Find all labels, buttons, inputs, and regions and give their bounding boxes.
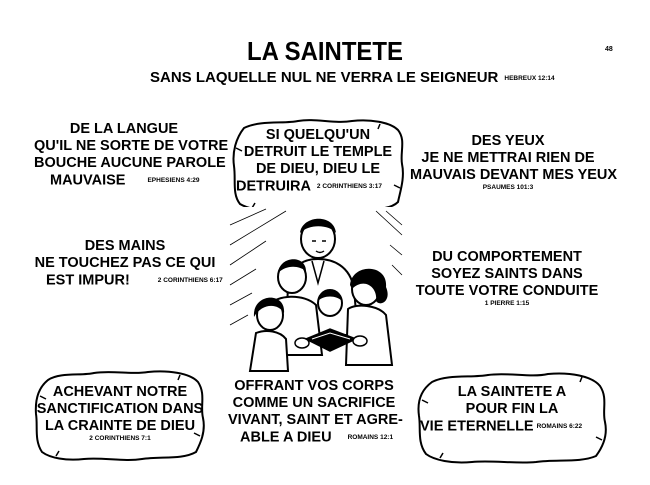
verse-line: DU COMPORTEMENT <box>432 249 582 265</box>
verse-line: DES MAINS <box>84 238 166 254</box>
page-number: 48 <box>605 46 613 53</box>
verse-block-mains <box>34 238 223 289</box>
verse-line: LA CRAINTE DE DIEU <box>44 418 196 434</box>
verse-line: JE NE METTRAI RIEN DE <box>421 150 595 166</box>
verse-reference: EPHESIENS 4:29 <box>147 177 200 184</box>
page-title: LA SAINTETE <box>247 36 403 66</box>
verse-line: ACHEVANT NOTRE <box>52 384 188 400</box>
verse-reference: PSAUMES 101:3 <box>482 184 534 191</box>
verse-line-with-ref <box>414 418 610 435</box>
family-reading-bible-icon <box>226 205 404 378</box>
cloud-frame-quelquun <box>230 118 406 214</box>
verse-line: SANCTIFICATION DANS <box>36 401 204 417</box>
verse-line: DETRUIT LE TEMPLE <box>243 144 393 160</box>
verse-reference: 2 CORINTHIENS 6:17 <box>157 277 223 284</box>
verse-block-comportement <box>412 249 602 308</box>
verse-line: LA SAINTETE A <box>457 384 567 400</box>
verse-line: DE DIEU, DIEU LE <box>255 161 381 177</box>
subtitle-text: SANS LAQUELLE NUL NE VERRA LE SEIGNEUR <box>150 69 499 86</box>
verse-line: VIVANT, SAINT ET AGRE- <box>228 412 403 428</box>
verse-block-achevant <box>32 384 208 443</box>
verse-block-quelquun <box>230 127 406 195</box>
verse-line: DETRUIRA <box>236 178 311 195</box>
verse-block-offrant <box>228 378 403 446</box>
verse-block-fin <box>414 384 610 435</box>
verse-line: BOUCHE AUCUNE PAROLE <box>34 155 226 171</box>
verse-reference: 1 PIERRE 1:15 <box>484 300 530 307</box>
verse-line: NE TOUCHEZ PAS CE QUI <box>34 255 216 271</box>
verse-line: POUR FIN LA <box>465 401 559 417</box>
verse-line: VIE ETERNELLE <box>420 418 534 435</box>
verse-reference: 2 CORINTHIENS 3:17 <box>316 183 382 190</box>
verse-reference: ROMAINS 6:22 <box>536 423 583 430</box>
verse-line: OFFRANT VOS CORPS <box>234 378 394 394</box>
verse-line: SI QUELQU'UN <box>265 127 371 143</box>
subtitle-reference: HEBREUX 12:14 <box>504 74 555 82</box>
verse-block-langue <box>34 121 229 189</box>
verse-line: DE LA LANGUE <box>69 121 179 137</box>
verse-reference: ROMAINS 12:1 <box>347 434 394 441</box>
verse-line: EST IMPUR! <box>46 272 130 289</box>
verse-line: DES YEUX <box>471 133 545 149</box>
verse-line: ABLE A DIEU <box>240 429 332 446</box>
verse-line: COMME UN SACRIFICE <box>232 395 396 411</box>
cloud-frame-fin <box>414 372 610 464</box>
cloud-frame-achevant <box>32 370 208 462</box>
verse-reference: 2 CORINTHIENS 7:1 <box>89 435 151 442</box>
verse-line: TOUTE VOTRE CONDUITE <box>415 283 599 299</box>
verse-line: QU'IL NE SORTE DE VOTRE <box>34 138 229 154</box>
verse-line: SOYEZ SAINTS DANS <box>431 266 583 282</box>
verse-line-with-ref <box>34 172 214 189</box>
verse-block-yeux <box>410 133 618 192</box>
verse-line-with-ref <box>228 429 400 446</box>
page-subtitle <box>150 69 555 86</box>
verse-line: MAUVAISE <box>50 172 126 189</box>
verse-line: MAUVAIS DEVANT MES YEUX <box>410 167 618 183</box>
verse-line-with-ref <box>34 272 223 289</box>
verse-line-with-ref <box>230 178 406 195</box>
